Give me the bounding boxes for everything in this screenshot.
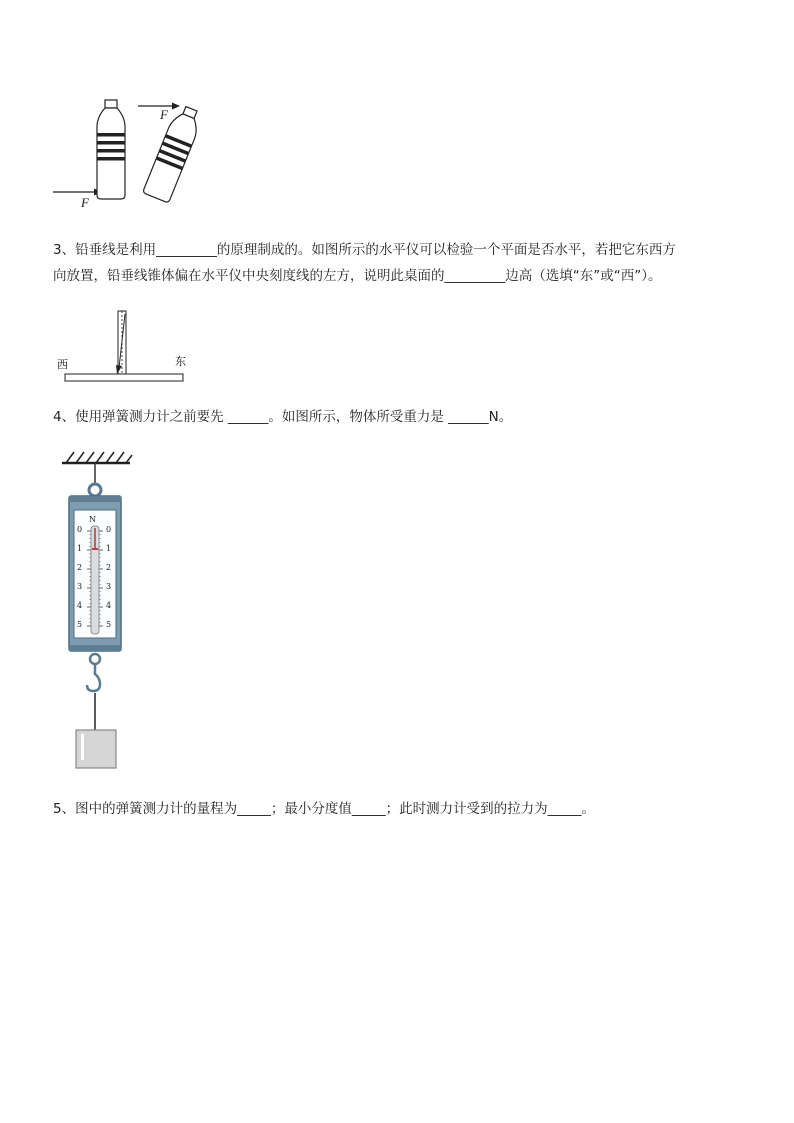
bottles-diagram [50,95,210,215]
upright-bottle [97,100,125,199]
figure-spring-scale [58,448,138,773]
question-3-line-1: 3、铅垂线是利用_________的原理制成的。如图所示的水平仪可以检验一个平面是否水平，若把它东西方 [53,242,676,258]
label-west: 西 [57,358,68,371]
figure-bottles [50,95,210,215]
force-label-left: F [81,195,89,210]
tilted-bottle [143,104,205,203]
scale-right-4: 4 [106,601,112,610]
figure-level [55,308,195,384]
scale-left-4: 4 [77,601,83,610]
label-east: 东 [175,355,186,368]
scale-right-2: 2 [106,563,112,572]
scale-right-0: 0 [106,525,112,534]
scale-left-2: 2 [77,563,83,572]
question-3-line-2: 向放置，铅垂线锥体偏在水平仪中央刻度线的左方，说明此桌面的_________边高（选填“东”或“西”）。 [53,268,662,284]
scale-unit-label: N [89,515,96,524]
scale-left-3: 3 [77,582,83,591]
spring-scale-diagram [58,448,138,773]
force-label-right: F [160,107,168,122]
scale-left-5: 5 [77,620,83,629]
scale-left-0: 0 [77,525,83,534]
scale-right-1: 1 [106,544,112,553]
level-diagram [55,308,195,384]
scale-right-5: 5 [106,620,112,629]
scale-right-3: 3 [106,582,112,591]
scale-left-1: 1 [77,544,83,553]
question-4: 4、使用弹簧测力计之前要先 ______。如图所示，物体所受重力是 ______N。 [53,409,513,425]
question-5: 5、图中的弹簧测力计的量程为_____；最小分度值_____；此时测力计受到的拉力为_____。 [53,801,595,817]
